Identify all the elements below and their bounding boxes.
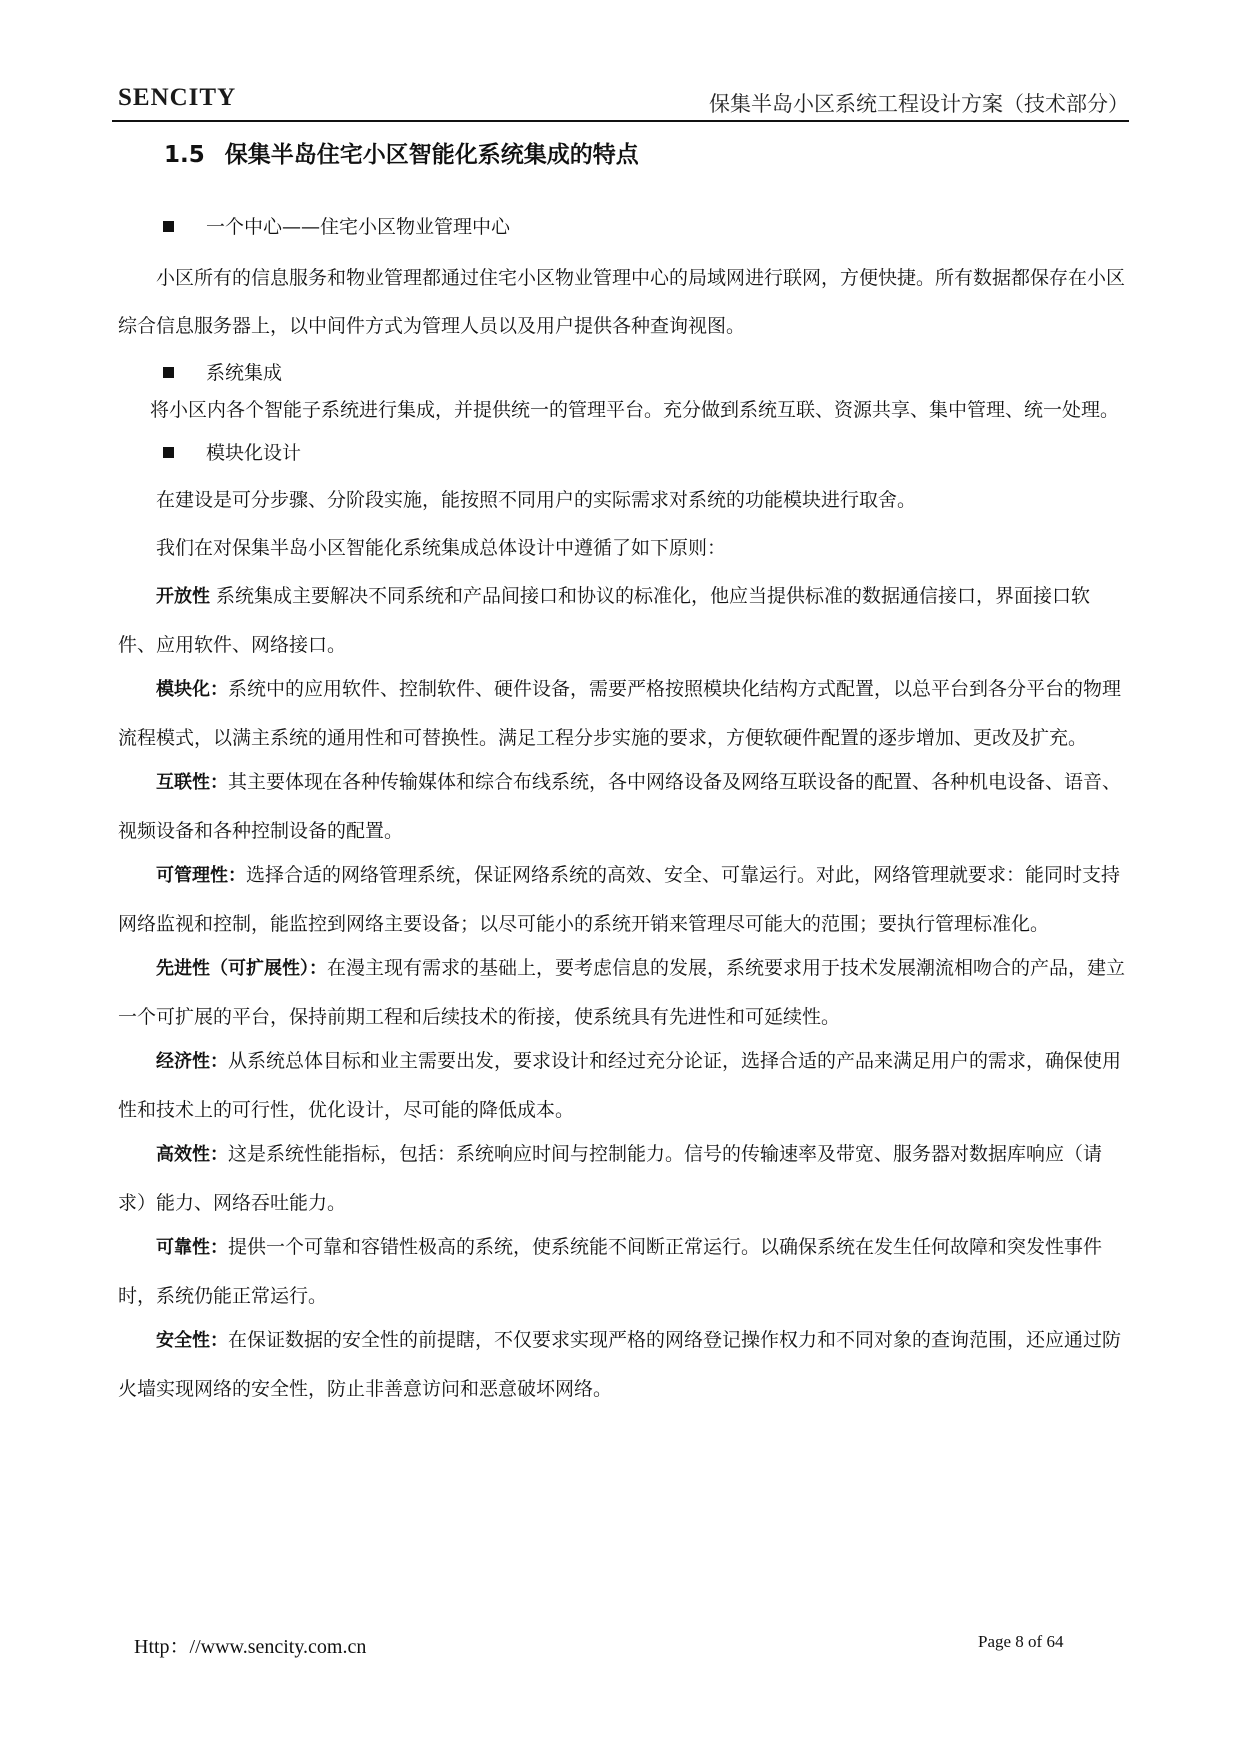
section-title: 保集半岛住宅小区智能化系统集成的特点 <box>224 142 639 168</box>
principle-term: 经济性： <box>156 1051 228 1072</box>
principle-text: 其主要体现在各种传输媒体和综合布线系统，各中网络设备及网络互联设备的配置、各种机电设备、语音、视频设备和各种控制设备的配置。 <box>118 771 1122 842</box>
paragraph: 小区所有的信息服务和物业管理都通过住宅小区物业管理中心的局域网进行联网，方便快捷。所有数据都保存在小区综合信息服务器上，以中间件方式为管理人员以及用户提供各种查询视图。 <box>118 267 1126 337</box>
principle-paragraph <box>118 665 1128 762</box>
paragraph: 将小区内各个智能子系统进行集成，并提供统一的管理平台。充分做到系统互联、资源共享、集中管理、统一处理。 <box>150 399 1120 421</box>
section-number: 1.5 <box>164 142 205 168</box>
principle-text: 选择合适的网络管理系统，保证网络系统的高效、安全、可靠运行。对此，网络管理就要求：能同时支持网络监视和控制，能监控到网络主要设备；以尽可能小的系统开销来管理尽可能大的范围；要执行管理标准化。 <box>118 864 1121 935</box>
principle-text: 提供一个可靠和容错性极高的系统，使系统能不间断正常运行。以确保系统在发生任何故障和突发性事件时，系统仍能正常运行。 <box>118 1236 1103 1307</box>
principle-term: 可靠性： <box>156 1237 228 1258</box>
document-header-title: 保集半岛小区系统工程设计方案（技术部分） <box>709 92 1129 116</box>
paragraph: 在建设是可分步骤、分阶段实施，能按照不同用户的实际需求对系统的功能模块进行取舍。 <box>156 489 917 511</box>
principle-text: 这是系统性能指标，包括：系统响应时间与控制能力。信号的传输速率及带宽、服务器对数据库响应（请求）能力、网络吞吐能力。 <box>118 1143 1103 1214</box>
principle-paragraph <box>118 851 1128 948</box>
principle-paragraph <box>118 1316 1128 1413</box>
principle-text: 在保证数据的安全性的前提瞎，不仅要求实现严格的网络登记操作权力和不同对象的查询范围，还应通过防火墙实现网络的安全性，防止非善意访问和恶意破坏网络。 <box>118 1329 1122 1400</box>
footer-page-number: Page 8 of 64 <box>978 1632 1064 1651</box>
bullet-item <box>118 438 1128 468</box>
bullet-text: 一个中心——住宅小区物业管理中心 <box>206 216 511 238</box>
principle-term: 先进性（可扩展性）： <box>156 958 327 979</box>
square-bullet-icon <box>163 447 174 458</box>
principle-term: 安全性： <box>156 1330 228 1351</box>
principle-text: 在漫主现有需求的基础上，要考虑信息的发展，系统要求用于技术发展潮流相吻合的产品，建立一个可扩展的平台，保持前期工程和后续技术的衔接，使系统具有先进性和可延续性。 <box>118 957 1126 1028</box>
principle-paragraph <box>118 944 1128 1041</box>
principle-text: 系统集成主要解决不同系统和产品间接口和协议的标准化，他应当提供标准的数据通信接口，界面接口软件、应用软件、网络接口。 <box>118 585 1091 656</box>
principle-paragraph <box>118 1223 1128 1320</box>
bullet-item <box>118 358 1128 388</box>
principle-term: 高效性： <box>156 1144 228 1165</box>
principle-text: 从系统总体目标和业主需要出发，要求设计和经过充分论证，选择合适的产品来满足用户的需求，确保使用性和技术上的可行性，优化设计，尽可能的降低成本。 <box>118 1050 1122 1121</box>
principle-term: 开放性 <box>156 586 210 607</box>
principle-paragraph <box>118 1130 1128 1227</box>
header-rule <box>112 120 1129 122</box>
square-bullet-icon <box>163 221 174 232</box>
section-heading <box>164 136 639 169</box>
principle-paragraph <box>118 758 1128 855</box>
bullet-item <box>118 212 1128 242</box>
document-body <box>118 212 1128 1409</box>
principle-text: 系统中的应用软件、控制软件、硬件设备，需要严格按照模块化结构方式配置，以总平台到各分平台的物理流程模式，以满主系统的通用性和可替换性。满足工程分步实施的要求，方便软硬件配置的逐步增加、更改及扩充。 <box>118 678 1122 749</box>
principle-term: 互联性： <box>156 772 228 793</box>
principle-paragraph <box>118 572 1128 669</box>
bullet-text: 系统集成 <box>206 362 283 384</box>
footer-url: Http：//www.sencity.com.cn <box>134 1636 367 1658</box>
company-logo: SENCITY <box>118 84 237 111</box>
principle-paragraph <box>118 1037 1128 1134</box>
principle-term: 模块化： <box>156 679 228 700</box>
paragraph: 我们在对保集半岛小区智能化系统集成总体设计中遵循了如下原则： <box>156 537 727 559</box>
principles-list <box>118 572 1128 1413</box>
bullet-text: 模块化设计 <box>206 442 302 464</box>
square-bullet-icon <box>163 367 174 378</box>
principle-term: 可管理性： <box>156 865 246 886</box>
